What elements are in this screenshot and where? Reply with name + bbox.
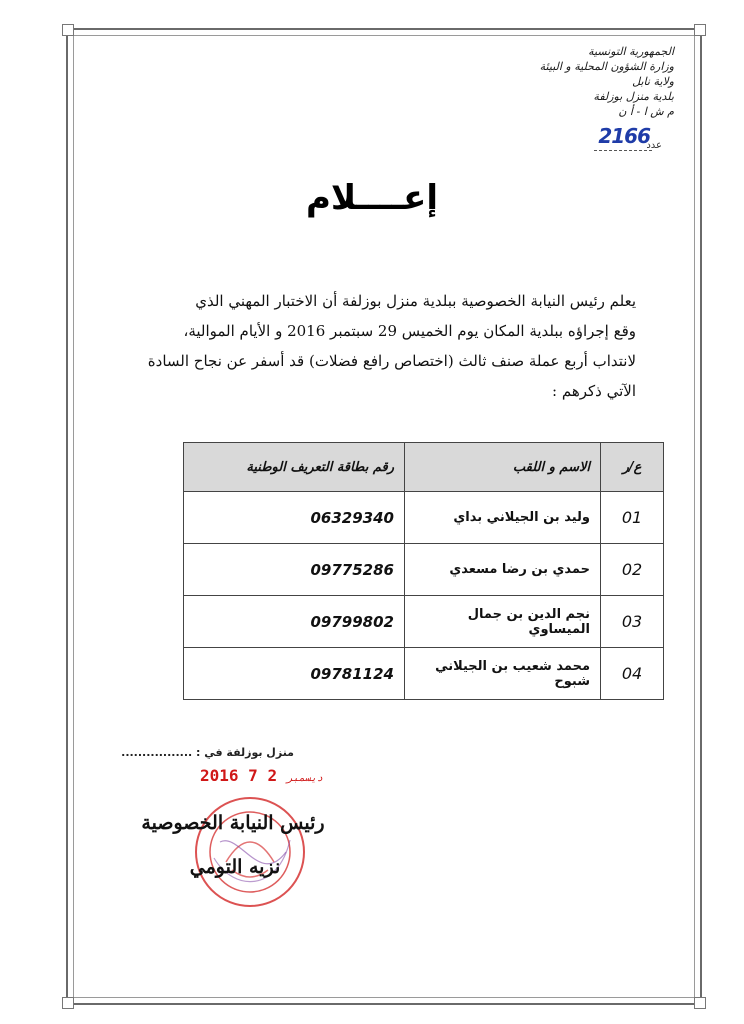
official-seal-icon [190,792,310,912]
document-title: إعــــلام [305,178,439,218]
row-num: 01 [601,492,664,544]
table-header-row [184,443,664,492]
stamp-day: 2 7 [248,766,278,785]
border-corner [62,997,74,1009]
signatory-title: رئيس النيابة الخصوصية [141,812,325,834]
table-row [184,648,664,700]
header-id: رقم بطاقة التعريف الوطنية [184,443,405,492]
table-row [184,596,664,648]
letterhead-governorate: ولاية نابل [632,75,674,88]
row-id: 06329340 [184,492,405,544]
place-and-date: منزل بوزلفة في : ................. [121,746,294,759]
row-name: نجم الدين بن جمال الميساوي [405,596,601,648]
row-num: 02 [601,544,664,596]
row-num: 03 [601,596,664,648]
header-name: الاسم و اللقب [405,443,601,492]
letterhead-code: م ش ا - أ ن [618,105,674,118]
letterhead-ministry: وزارة الشؤون المحلية و البيئة [539,60,674,73]
row-num: 04 [601,648,664,700]
stamp-year: 2016 [200,766,239,785]
announcement-body [118,286,636,406]
results-table [183,442,664,700]
stamp-month: ديسمبر [286,773,323,784]
body-line: يعلم رئيس النيابة الخصوصية ببلدية منزل بوزلفة أن الاختبار المهني الذي [195,292,636,310]
border-corner [694,24,706,36]
table-row [184,492,664,544]
letterhead-municipality: بلدية منزل بوزلفة [593,90,674,103]
row-name: محمد شعيب بن الجيلاني شبوح [405,648,601,700]
row-id: 09775286 [184,544,405,596]
body-line: الآتي ذكرهم : [552,382,636,400]
signatory-name: نزيه التومي [189,856,281,878]
row-id: 09799802 [184,596,405,648]
row-name: حمدي بن رضا مسعدي [405,544,601,596]
reference-prefix: عدد [646,140,662,151]
header-num: ع/ر [601,443,664,492]
border-corner [62,24,74,36]
reference-number: 2166 [598,124,650,148]
letterhead-republic: الجمهورية التونسية [588,45,674,58]
letterhead [474,44,674,119]
date-stamp [200,766,323,785]
body-line: لانتداب أربع عملة صنف ثالث (اختصاص رافع فضلات) قد أسفر عن نجاح السادة [147,352,636,370]
table-row [184,544,664,596]
row-name: وليد بن الجيلاني بداي [405,492,601,544]
row-id: 09781124 [184,648,405,700]
border-corner [694,997,706,1009]
reference-underline [594,150,652,152]
body-line: وقع إجراؤه ببلدية المكان يوم الخميس 29 سبتمبر 2016 و الأيام الموالية، [183,322,636,340]
